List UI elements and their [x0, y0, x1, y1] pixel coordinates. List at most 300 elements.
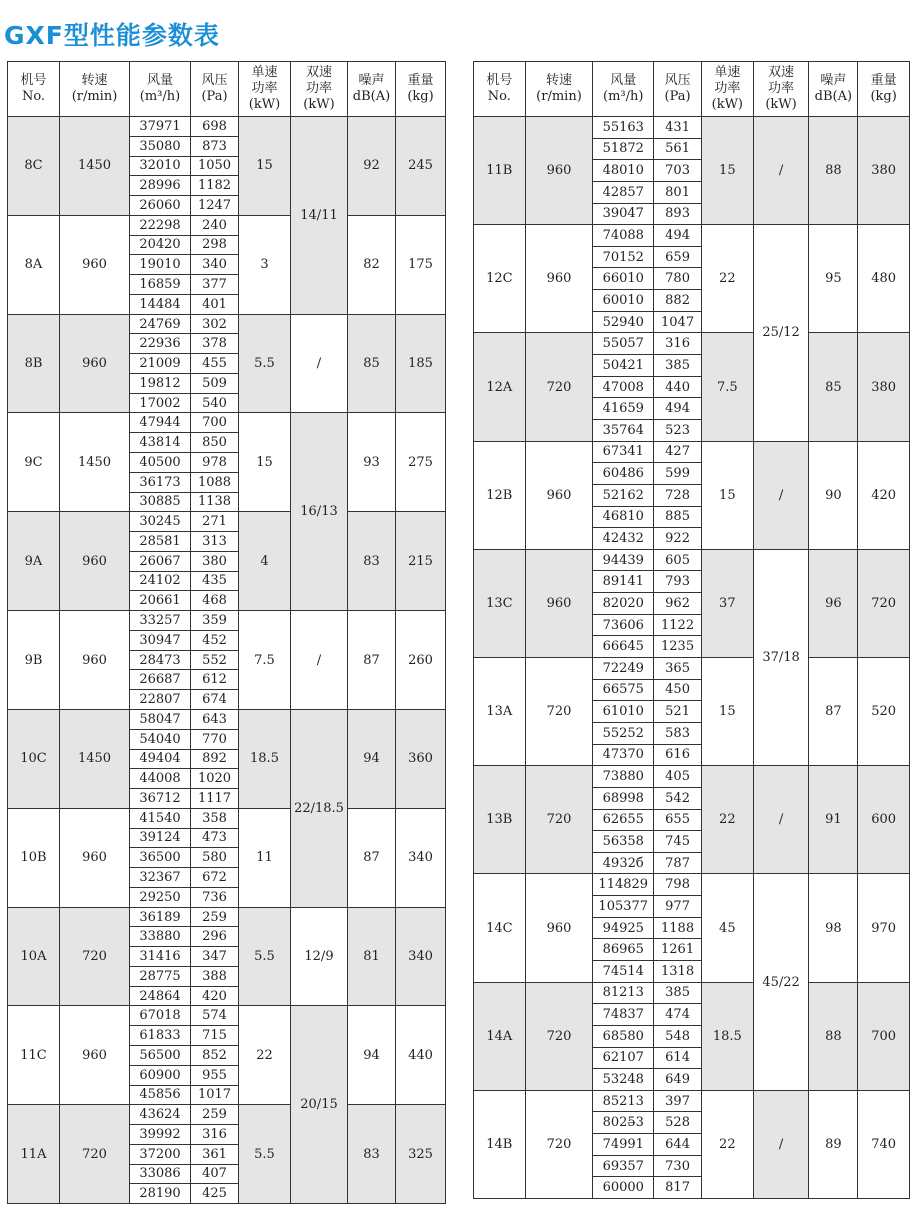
table-row — [8, 512, 446, 532]
weight-cell: 720 — [858, 549, 910, 657]
airflow-cell: 68580 — [593, 1025, 654, 1047]
pressure-cell: 644 — [654, 1134, 702, 1156]
pressure-cell: 340 — [191, 255, 239, 275]
airflow-cell: 30245 — [130, 512, 191, 532]
pressure-cell: 730 — [654, 1155, 702, 1177]
model-no-cell: 12A — [474, 333, 526, 441]
single-power-cell: 7.5 — [701, 333, 753, 441]
airflow-cell: 30947 — [130, 630, 191, 650]
dual-power-cell: 45/22 — [753, 874, 809, 1090]
speed-cell: 720 — [60, 907, 130, 1006]
pressure-cell: 405 — [654, 766, 702, 788]
header-speed-line: (r/min) — [536, 89, 582, 104]
dual-power-cell: 16/13 — [291, 413, 348, 611]
pressure-cell: 561 — [654, 138, 702, 160]
header-single-power-line: 功率 — [251, 81, 278, 96]
header-dual-power-line: 功率 — [305, 81, 332, 96]
model-no-cell: 9C — [8, 413, 60, 512]
pressure-cell: 1047 — [654, 311, 702, 333]
header-weight — [396, 62, 446, 117]
header-pressure-line: 风压 — [201, 73, 228, 88]
single-power-cell: 11 — [239, 808, 291, 907]
airflow-cell: 48010 — [593, 160, 654, 182]
header-noise-line: dB(A) — [814, 89, 853, 104]
pressure-cell: 674 — [191, 690, 239, 710]
pressure-cell: 574 — [191, 1006, 239, 1026]
header-model-no — [8, 62, 60, 117]
single-power-cell: 22 — [239, 1006, 291, 1105]
speed-cell: 960 — [60, 808, 130, 907]
airflow-cell: 20661 — [130, 591, 191, 611]
pressure-cell: 548 — [654, 1025, 702, 1047]
weight-cell: 185 — [396, 314, 446, 413]
airflow-cell: 29250 — [130, 887, 191, 907]
noise-cell: 87 — [809, 658, 858, 766]
header-dual-power — [291, 62, 348, 117]
airflow-cell: 74514 — [593, 960, 654, 982]
airflow-cell: 4932б — [593, 852, 654, 874]
table-row — [8, 611, 446, 631]
airflow-cell: 49404 — [130, 749, 191, 769]
header-single-power — [239, 62, 291, 117]
speed-cell: 960 — [60, 611, 130, 710]
airflow-cell: 36189 — [130, 907, 191, 927]
airflow-cell: 41540 — [130, 808, 191, 828]
header-pressure — [191, 62, 239, 117]
weight-cell: 380 — [858, 333, 910, 441]
header-model-no-line: 机号 — [486, 73, 513, 88]
pressure-cell: 240 — [191, 215, 239, 235]
airflow-cell: 35764 — [593, 419, 654, 441]
single-power-cell: 18.5 — [701, 982, 753, 1090]
speed-cell: 960 — [60, 215, 130, 314]
pressure-cell: 473 — [191, 828, 239, 848]
header-noise-line: 噪声 — [820, 73, 847, 88]
weight-cell: 740 — [858, 1090, 910, 1198]
airflow-cell: 54040 — [130, 729, 191, 749]
airflow-cell: 36173 — [130, 472, 191, 492]
pressure-cell: 397 — [654, 1090, 702, 1112]
pressure-cell: 599 — [654, 463, 702, 485]
speed-cell: 960 — [525, 117, 593, 225]
pressure-cell: 296 — [191, 927, 239, 947]
airflow-cell: 32010 — [130, 156, 191, 176]
pressure-cell: 420 — [191, 986, 239, 1006]
single-power-cell: 5.5 — [239, 314, 291, 413]
speed-cell: 960 — [525, 874, 593, 982]
header-speed — [60, 62, 130, 117]
pressure-cell: 385 — [654, 982, 702, 1004]
header-weight — [858, 62, 910, 117]
airflow-cell: 24769 — [130, 314, 191, 334]
table-row — [8, 1105, 446, 1125]
airflow-cell: 42432 — [593, 528, 654, 550]
pressure-cell: 542 — [654, 787, 702, 809]
speed-cell: 720 — [525, 658, 593, 766]
noise-cell: 92 — [348, 117, 396, 216]
airflow-cell: 40500 — [130, 453, 191, 473]
weight-cell: 340 — [396, 907, 446, 1006]
header-airflow — [130, 62, 191, 117]
weight-cell: 325 — [396, 1105, 446, 1204]
pressure-cell: 259 — [191, 907, 239, 927]
noise-cell: 82 — [348, 215, 396, 314]
airflow-cell: 24102 — [130, 571, 191, 591]
header-pressure — [654, 62, 702, 117]
single-power-cell: 3 — [239, 215, 291, 314]
pressure-cell: 377 — [191, 275, 239, 295]
airflow-cell: 73880 — [593, 766, 654, 788]
model-no-cell: 10A — [8, 907, 60, 1006]
model-no-cell: 9A — [8, 512, 60, 611]
table-row — [474, 658, 910, 680]
airflow-cell: 41659 — [593, 398, 654, 420]
dual-power-cell: 22/18.5 — [291, 709, 348, 907]
single-power-cell: 22 — [701, 225, 753, 333]
pressure-cell: 1247 — [191, 196, 239, 216]
airflow-cell: 74837 — [593, 1004, 654, 1026]
pressure-cell: 643 — [191, 709, 239, 729]
pressure-cell: 655 — [654, 809, 702, 831]
model-no-cell: 10C — [8, 709, 60, 808]
header-airflow-line: (m³/h) — [603, 89, 644, 104]
noise-cell: 90 — [809, 441, 858, 549]
pressure-cell: 793 — [654, 571, 702, 593]
noise-cell: 81 — [348, 907, 396, 1006]
model-no-cell: 13A — [474, 658, 526, 766]
pressure-cell: 922 — [654, 528, 702, 550]
single-power-cell: 15 — [701, 658, 753, 766]
airflow-cell: 74991 — [593, 1134, 654, 1156]
speed-cell: 960 — [525, 441, 593, 549]
single-power-cell: 4 — [239, 512, 291, 611]
airflow-cell: 33086 — [130, 1164, 191, 1184]
airflow-cell: 85213 — [593, 1090, 654, 1112]
header-dual-power — [753, 62, 809, 117]
weight-cell: 520 — [858, 658, 910, 766]
airflow-cell: 82020 — [593, 593, 654, 615]
airflow-cell: 72249 — [593, 658, 654, 680]
pressure-cell: 380 — [191, 551, 239, 571]
single-power-cell: 15 — [701, 441, 753, 549]
pressure-cell: 614 — [654, 1047, 702, 1069]
pressure-cell: 528 — [654, 1112, 702, 1134]
airflow-cell: 30885 — [130, 492, 191, 512]
pressure-cell: 1017 — [191, 1085, 239, 1105]
header-single-power-line: 单速 — [251, 65, 278, 80]
weight-cell: 275 — [396, 413, 446, 512]
airflow-cell: 89141 — [593, 571, 654, 593]
model-no-cell: 11B — [474, 117, 526, 225]
speed-cell: 960 — [60, 1006, 130, 1105]
pressure-cell: 1188 — [654, 917, 702, 939]
weight-cell: 340 — [396, 808, 446, 907]
pressure-cell: 313 — [191, 532, 239, 552]
airflow-cell: 33257 — [130, 611, 191, 631]
table-row — [474, 333, 910, 355]
pressure-cell: 955 — [191, 1065, 239, 1085]
header-speed-line: 转速 — [81, 73, 108, 88]
dual-power-cell: 25/12 — [753, 225, 809, 441]
pressure-cell: 715 — [191, 1026, 239, 1046]
airflow-cell: 51872 — [593, 138, 654, 160]
header-weight-line: (kg) — [870, 89, 897, 104]
airflow-cell: 31416 — [130, 947, 191, 967]
table-row — [474, 766, 910, 788]
airflow-cell: 26067 — [130, 551, 191, 571]
header-weight-line: 重量 — [870, 73, 897, 88]
pressure-cell: 978 — [191, 453, 239, 473]
table-row — [474, 225, 910, 247]
table-row — [8, 709, 446, 729]
pressure-cell: 892 — [191, 749, 239, 769]
header-dual-power-line: 功率 — [768, 81, 795, 96]
table-row — [8, 1006, 446, 1026]
airflow-cell: 28581 — [130, 532, 191, 552]
pressure-cell: 770 — [191, 729, 239, 749]
header-dual-power-line: (kW) — [303, 97, 335, 112]
dual-power-cell: / — [753, 441, 809, 549]
pressure-cell: 817 — [654, 1177, 702, 1199]
airflow-cell: 28775 — [130, 966, 191, 986]
airflow-cell: 39992 — [130, 1125, 191, 1145]
airflow-cell: 36500 — [130, 848, 191, 868]
airflow-cell: 53248 — [593, 1069, 654, 1091]
pressure-cell: 298 — [191, 235, 239, 255]
table-row — [474, 982, 910, 1004]
pressure-cell: 474 — [654, 1004, 702, 1026]
pressure-cell: 1117 — [191, 789, 239, 809]
single-power-cell: 22 — [701, 766, 753, 874]
airflow-cell: 61010 — [593, 701, 654, 723]
airflow-cell: 47944 — [130, 413, 191, 433]
pressure-cell: 468 — [191, 591, 239, 611]
airflow-cell: 50421 — [593, 355, 654, 377]
pressure-cell: 700 — [191, 413, 239, 433]
airflow-cell: 70152 — [593, 246, 654, 268]
table-row — [8, 117, 446, 137]
single-power-cell: 15 — [239, 413, 291, 512]
noise-cell: 88 — [809, 982, 858, 1090]
pressure-cell: 1122 — [654, 614, 702, 636]
pressure-cell: 649 — [654, 1069, 702, 1091]
airflow-cell: 32367 — [130, 868, 191, 888]
speed-cell: 1450 — [60, 413, 130, 512]
airflow-cell: 60900 — [130, 1065, 191, 1085]
header-model-no-line: 机号 — [20, 73, 47, 88]
weight-cell: 380 — [858, 117, 910, 225]
single-power-cell: 15 — [701, 117, 753, 225]
pressure-cell: 605 — [654, 549, 702, 571]
performance-table-left — [7, 61, 446, 1204]
airflow-cell: 56500 — [130, 1045, 191, 1065]
table-row — [474, 1090, 910, 1112]
airflow-cell: 24864 — [130, 986, 191, 1006]
header-single-power-line: 功率 — [714, 81, 741, 96]
pressure-cell: 1261 — [654, 939, 702, 961]
table-row — [474, 117, 910, 139]
pressure-cell: 801 — [654, 181, 702, 203]
dual-power-cell: / — [291, 611, 348, 710]
pressure-cell: 885 — [654, 506, 702, 528]
airflow-cell: 47370 — [593, 744, 654, 766]
noise-cell: 85 — [809, 333, 858, 441]
pressure-cell: 1020 — [191, 769, 239, 789]
noise-cell: 88 — [809, 117, 858, 225]
airflow-cell: 74088 — [593, 225, 654, 247]
pressure-cell: 378 — [191, 334, 239, 354]
header-single-power — [701, 62, 753, 117]
airflow-cell: 36712 — [130, 789, 191, 809]
pressure-cell: 302 — [191, 314, 239, 334]
pressure-cell: 494 — [654, 225, 702, 247]
airflow-cell: 52940 — [593, 311, 654, 333]
header-noise-line: 噪声 — [358, 73, 385, 88]
airflow-cell: 55252 — [593, 722, 654, 744]
pressure-cell: 780 — [654, 268, 702, 290]
airflow-cell: 37971 — [130, 117, 191, 137]
single-power-cell: 15 — [239, 117, 291, 216]
model-no-cell: 14B — [474, 1090, 526, 1198]
pressure-cell: 452 — [191, 630, 239, 650]
airflow-cell: 55057 — [593, 333, 654, 355]
weight-cell: 700 — [858, 982, 910, 1090]
single-power-cell: 22 — [701, 1090, 753, 1198]
pressure-cell: 347 — [191, 947, 239, 967]
airflow-cell: 60486 — [593, 463, 654, 485]
airflow-cell: 55163 — [593, 117, 654, 139]
noise-cell: 91 — [809, 766, 858, 874]
noise-cell: 98 — [809, 874, 858, 982]
pressure-cell: 427 — [654, 441, 702, 463]
pressure-cell: 358 — [191, 808, 239, 828]
speed-cell: 960 — [525, 549, 593, 657]
pressure-cell: 552 — [191, 650, 239, 670]
pressure-cell: 1235 — [654, 636, 702, 658]
pressure-cell: 616 — [654, 744, 702, 766]
speed-cell: 960 — [525, 225, 593, 333]
pressure-cell: 1088 — [191, 472, 239, 492]
airflow-cell: 94925 — [593, 917, 654, 939]
airflow-cell: 58047 — [130, 709, 191, 729]
dual-power-cell: / — [753, 766, 809, 874]
airflow-cell: 46810 — [593, 506, 654, 528]
header-single-power-line: (kW) — [248, 97, 281, 112]
pressure-cell: 388 — [191, 966, 239, 986]
airflow-cell: 19812 — [130, 373, 191, 393]
airflow-cell: 39047 — [593, 203, 654, 225]
dual-power-cell: 12/9 — [291, 907, 348, 1006]
model-no-cell: 10B — [8, 808, 60, 907]
header-speed-line: (r/min) — [71, 89, 118, 104]
airflow-cell: 47008 — [593, 376, 654, 398]
header-dual-power-line: 双速 — [768, 65, 795, 80]
pressure-cell: 494 — [654, 398, 702, 420]
noise-cell: 93 — [348, 413, 396, 512]
pressure-cell: 407 — [191, 1164, 239, 1184]
pressure-cell: 852 — [191, 1045, 239, 1065]
airflow-cell: 37200 — [130, 1144, 191, 1164]
model-no-cell: 11A — [8, 1105, 60, 1204]
airflow-cell: 62107 — [593, 1047, 654, 1069]
noise-cell: 95 — [809, 225, 858, 333]
table-row — [8, 808, 446, 828]
header-single-power-line: (kW) — [711, 97, 744, 112]
pressure-cell: 401 — [191, 294, 239, 314]
header-model-no-line: No. — [21, 89, 46, 104]
table-row — [8, 413, 446, 433]
weight-cell: 175 — [396, 215, 446, 314]
table-row — [474, 441, 910, 463]
header-noise-line: dB(A) — [352, 89, 391, 104]
airflow-cell: 42857 — [593, 181, 654, 203]
airflow-cell: 22298 — [130, 215, 191, 235]
airflow-cell: 81213 — [593, 982, 654, 1004]
header-airflow-line: 风量 — [146, 73, 173, 88]
single-power-cell: 5.5 — [239, 907, 291, 1006]
pressure-cell: 361 — [191, 1144, 239, 1164]
dual-power-cell: 37/18 — [753, 549, 809, 765]
airflow-cell: 22936 — [130, 334, 191, 354]
pressure-cell: 509 — [191, 373, 239, 393]
dual-power-cell: / — [753, 1090, 809, 1198]
header-pressure-line: (Pa) — [664, 89, 691, 104]
single-power-cell: 45 — [701, 874, 753, 982]
airflow-cell: 94439 — [593, 549, 654, 571]
airflow-cell: 67341 — [593, 441, 654, 463]
airflow-cell: 61833 — [130, 1026, 191, 1046]
header-single-power-line: 单速 — [714, 65, 741, 80]
pressure-cell: 672 — [191, 868, 239, 888]
pressure-cell: 798 — [654, 874, 702, 896]
noise-cell: 87 — [348, 611, 396, 710]
pressure-cell: 316 — [654, 333, 702, 355]
airflow-cell: 86965 — [593, 939, 654, 961]
airflow-cell: 43624 — [130, 1105, 191, 1125]
weight-cell: 440 — [396, 1006, 446, 1105]
single-power-cell: 18.5 — [239, 709, 291, 808]
pressure-cell: 745 — [654, 831, 702, 853]
header-speed — [525, 62, 593, 117]
pressure-cell: 850 — [191, 433, 239, 453]
airflow-cell: 14484 — [130, 294, 191, 314]
noise-cell: 94 — [348, 709, 396, 808]
pressure-cell: 873 — [191, 136, 239, 156]
pressure-cell: 365 — [654, 658, 702, 680]
pressure-cell: 455 — [191, 354, 239, 374]
pressure-cell: 440 — [654, 376, 702, 398]
speed-cell: 1450 — [60, 117, 130, 216]
airflow-cell: 60000 — [593, 1177, 654, 1199]
header-dual-power-line: (kW) — [765, 97, 797, 112]
model-no-cell: 13B — [474, 766, 526, 874]
airflow-cell: 62655 — [593, 809, 654, 831]
table-row — [8, 314, 446, 334]
dual-power-cell: 14/11 — [291, 117, 348, 315]
speed-cell: 720 — [525, 766, 593, 874]
dual-power-cell: / — [291, 314, 348, 413]
model-no-cell: 13C — [474, 549, 526, 657]
pressure-cell: 703 — [654, 160, 702, 182]
pressure-cell: 425 — [191, 1184, 239, 1204]
pressure-cell: 962 — [654, 593, 702, 615]
noise-cell: 83 — [348, 512, 396, 611]
airflow-cell: 66575 — [593, 679, 654, 701]
pressure-cell: 450 — [654, 679, 702, 701]
pressure-cell: 359 — [191, 611, 239, 631]
pressure-cell: 385 — [654, 355, 702, 377]
noise-cell: 94 — [348, 1006, 396, 1105]
